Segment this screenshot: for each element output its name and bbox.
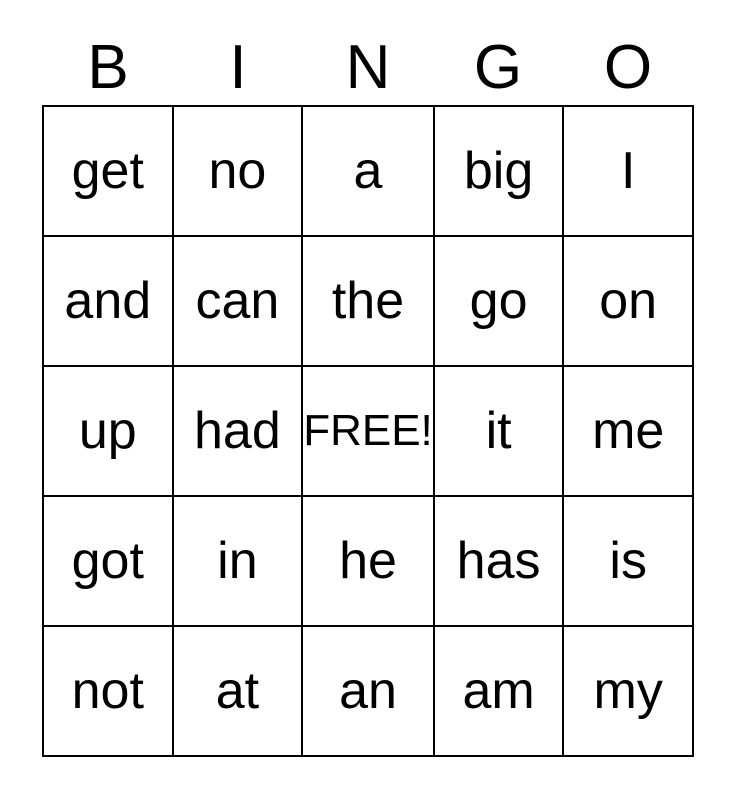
bingo-cell[interactable]: has [435, 497, 563, 625]
bingo-cell[interactable]: me [564, 367, 692, 495]
bingo-cell[interactable]: go [435, 237, 563, 365]
bingo-cell[interactable]: got [44, 497, 172, 625]
bingo-free-cell[interactable]: FREE! [303, 367, 433, 495]
bingo-cell[interactable]: he [303, 497, 433, 625]
bingo-cell[interactable]: a [303, 107, 433, 235]
bingo-cell[interactable]: am [435, 627, 563, 755]
bingo-cell[interactable]: not [44, 627, 172, 755]
bingo-header-letter: O [603, 33, 653, 102]
bingo-card-grid [42, 105, 694, 757]
bingo-header-letter: I [229, 33, 247, 102]
bingo-cell[interactable]: on [564, 237, 692, 365]
bingo-cell[interactable]: an [303, 627, 433, 755]
bingo-cell[interactable]: is [564, 497, 692, 625]
bingo-cell[interactable]: my [564, 627, 692, 755]
bingo-cell[interactable]: no [174, 107, 302, 235]
bingo-cell[interactable]: had [174, 367, 302, 495]
bingo-header-letter: N [345, 33, 391, 102]
bingo-cell[interactable]: it [435, 367, 563, 495]
bingo-cell[interactable]: and [44, 237, 172, 365]
bingo-cell[interactable]: I [564, 107, 692, 235]
bingo-cell[interactable]: can [174, 237, 302, 365]
bingo-cell[interactable]: big [435, 107, 563, 235]
bingo-cell[interactable]: up [44, 367, 172, 495]
bingo-cell[interactable]: in [174, 497, 302, 625]
bingo-cell[interactable]: at [174, 627, 302, 755]
bingo-cell[interactable]: get [44, 107, 172, 235]
bingo-cell[interactable]: the [303, 237, 433, 365]
bingo-header [43, 0, 693, 105]
bingo-header-letter: B [87, 33, 129, 102]
bingo-header-letter: G [473, 33, 523, 102]
